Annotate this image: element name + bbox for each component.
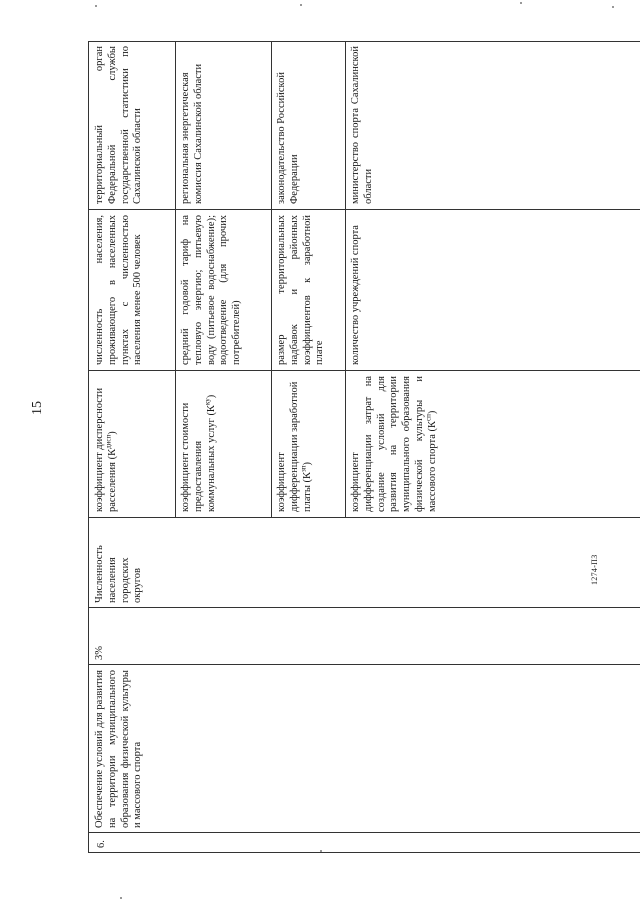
scan-speck — [520, 2, 522, 4]
base-cell: Численность населения городских округов — [94, 545, 144, 603]
column-divider — [88, 517, 640, 518]
criteria-table — [88, 41, 640, 853]
row-divider — [271, 41, 272, 518]
column-divider — [88, 607, 640, 608]
row-divider — [345, 41, 346, 518]
column-divider — [88, 832, 640, 833]
column-divider — [88, 209, 640, 210]
source-cell: региональная энергетическая комиссия Сахалинской области — [180, 63, 204, 204]
page-number: 15 — [30, 401, 45, 415]
coefficient-name: коэффициент дифференциации затрат на создание условий для развития на территории муниципального образования физической культуры и массового спорта $(К^{сп})$ — [350, 376, 438, 512]
scan-speck — [300, 4, 302, 6]
indicator-cell: количество учреждений спорта — [350, 225, 361, 365]
table-border-left — [88, 852, 640, 853]
coefficient-name: коэффициент дисперсности расселения $(К^{дисп})$ — [94, 387, 118, 512]
row-number: 6. — [96, 840, 107, 848]
column-divider — [88, 664, 640, 665]
source-cell: территориальный орган Федеральной службы государственной статистики по Сахалинской области — [94, 46, 144, 204]
indicator-cell: размер территориальных надбавок и районных коэффициентов к заработной плате — [276, 215, 326, 365]
scan-speck — [120, 897, 122, 899]
coefficient-name: коэффициент стоимости предоставления коммунальных услуг $(К^{ку})$ — [180, 394, 217, 512]
source-cell: министерство спорта Сахалинской области — [350, 46, 374, 204]
indicator-cell: средний годовой тариф на тепловую энергию; питьевую воду (питьевое водоснабжение); водоотведение (для прочих потребителей) — [180, 215, 243, 365]
table-border-top — [88, 41, 89, 853]
column-divider — [88, 370, 640, 371]
weight-cell: 3% — [94, 646, 105, 660]
table-border-right — [88, 41, 640, 42]
scan-speck — [612, 6, 614, 8]
purpose-cell: Обеспечение условий для развития на территории муниципального образования физической культуры и массового спорта — [94, 670, 144, 828]
coefficient-name: коэффициент дифференциации заработной платы $(К^{зп})$ — [276, 381, 313, 512]
document-code: 1274-ПЗ — [590, 554, 599, 585]
indicator-cell: численность населения, проживающего в населенных пунктах с численностью населения менее 500 человек — [94, 215, 144, 365]
scan-speck — [95, 5, 97, 7]
row-divider — [175, 41, 176, 518]
source-cell: законодательство Российской Федерации — [276, 72, 300, 204]
